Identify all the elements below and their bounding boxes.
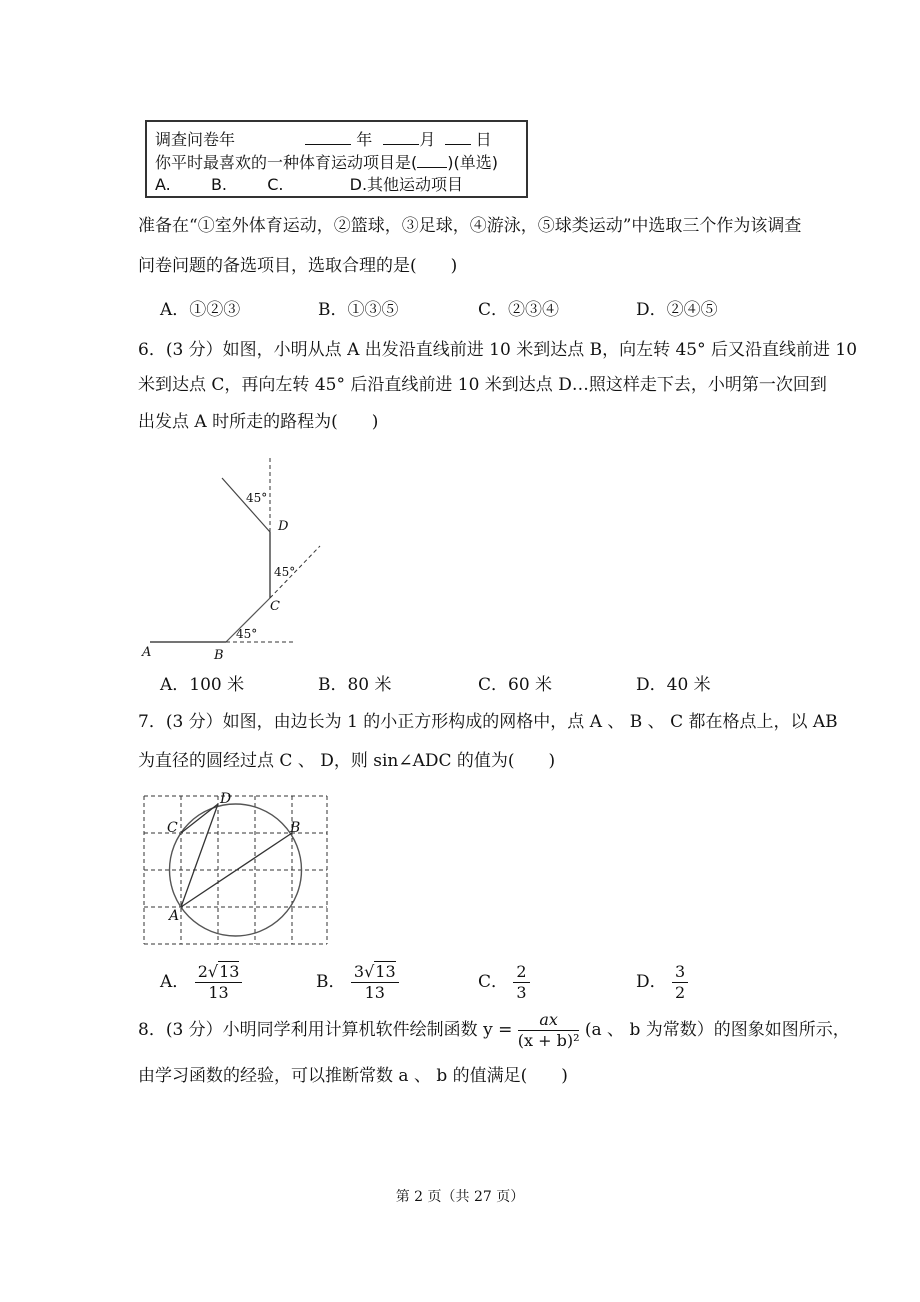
q6-option-b: B．80 米 bbox=[318, 675, 392, 695]
q7-b-root: 13 bbox=[375, 962, 396, 981]
q7-d-den: 2 bbox=[675, 983, 686, 1002]
q7-option-b bbox=[316, 962, 399, 1003]
q7-option-a bbox=[160, 962, 242, 1003]
label-d: D bbox=[220, 791, 232, 807]
survey-question-end: )(单选) bbox=[447, 153, 498, 172]
q7-option-c-label: C． bbox=[478, 972, 509, 992]
q8-line1-pre: 8．(3 分）小明同学利用计算机软件绘制函数 y = bbox=[138, 1020, 513, 1040]
q7-line1: 7．(3 分）如图，由边长为 1 的小正方形构成的网格中，点 A 、 B 、 C 都在格点上，以 AB bbox=[138, 712, 838, 732]
segment-ab bbox=[181, 833, 292, 907]
q7-option-a-fraction: $\frac{2√13}{13}$ bbox=[195, 962, 243, 1003]
q7-option-c bbox=[478, 962, 530, 1003]
q7-option-d bbox=[636, 962, 688, 1003]
survey-question: 你平时最喜欢的一种体育运动项目是( bbox=[155, 153, 418, 172]
survey-title-row bbox=[155, 128, 492, 151]
survey-title: 调查问卷年 bbox=[155, 130, 236, 149]
survey-options-row bbox=[155, 174, 463, 196]
q7-option-b-fraction: $\frac{3√13}{13}$ bbox=[351, 962, 399, 1003]
q5-option-d: D．②④⑤ bbox=[636, 300, 718, 320]
q8-frac-den: (x + b)² bbox=[517, 1031, 580, 1050]
survey-day: 日 bbox=[475, 130, 492, 149]
q7-c-den: 3 bbox=[516, 983, 527, 1002]
q7-b-den: 13 bbox=[364, 983, 385, 1002]
q8-line1-post: (a 、 b 为常数）的图象如图所示， bbox=[584, 1020, 850, 1040]
survey-month: 月 bbox=[419, 130, 436, 149]
q5-option-a: A．①②③ bbox=[160, 300, 241, 320]
survey-opt-a: A. bbox=[155, 175, 171, 194]
q7-line2: 为直径的圆经过点 C 、 D，则 sin∠ADC 的值为( ) bbox=[138, 751, 556, 771]
q8-line1 bbox=[138, 1008, 850, 1052]
q8-frac-num: ax bbox=[518, 1010, 580, 1031]
survey-box bbox=[145, 120, 528, 198]
q7-d-num: 3 bbox=[672, 962, 688, 983]
label-c: C bbox=[270, 599, 280, 614]
segment-de bbox=[222, 478, 270, 532]
label-b: B bbox=[214, 648, 224, 663]
angle-label-d: 45° bbox=[246, 491, 268, 505]
angle-label-b: 45° bbox=[236, 627, 258, 641]
q6-option-a: A．100 米 bbox=[160, 675, 245, 695]
q6-line2: 米到达点 C，再向左转 45° 后沿直线前进 10 米到达点 D…照这样走下去，小明第一次回到 bbox=[138, 375, 827, 395]
q8-line2: 由学习函数的经验，可以推断常数 a 、 b 的值满足( ) bbox=[138, 1066, 568, 1086]
q5-option-c: C．②③④ bbox=[478, 300, 560, 320]
q7-option-a-label: A． bbox=[160, 972, 190, 992]
q7-a-coef: 2 bbox=[197, 962, 208, 981]
label-a: A bbox=[142, 645, 152, 660]
label-d: D bbox=[278, 519, 289, 534]
q7-option-d-fraction bbox=[672, 962, 688, 1003]
page-footer: 第 2 页（共 27 页） bbox=[395, 1189, 525, 1205]
survey-opt-b: B. bbox=[210, 175, 227, 194]
q6-line1: 6．(3 分）如图，小明从点 A 出发沿直线前进 10 米到达点 B，向左转 45° 后又沿直线前进 10 bbox=[138, 340, 858, 360]
q7-a-den: 13 bbox=[208, 983, 229, 1002]
label-a: A bbox=[169, 908, 180, 924]
q6-option-d: D．40 米 bbox=[636, 675, 711, 695]
q7-option-d-label: D． bbox=[636, 972, 667, 992]
q5-line2: 问卷问题的备选项目，选取合理的是( ) bbox=[138, 256, 458, 276]
survey-year: 年 bbox=[356, 130, 373, 149]
q6-figure bbox=[138, 450, 338, 665]
survey-opt-c: C. bbox=[267, 175, 284, 194]
q8-function-fraction bbox=[518, 1010, 580, 1051]
label-b: B bbox=[290, 820, 301, 836]
q5-line1: 准备在“①室外体育运动，②篮球，③足球，④游泳，⑤球类运动”中选取三个作为该调查 bbox=[138, 216, 802, 236]
survey-question-row bbox=[155, 151, 498, 174]
label-c: C bbox=[167, 820, 178, 836]
q6-option-c: C．60 米 bbox=[478, 675, 553, 695]
q5-option-b: B．①③⑤ bbox=[318, 300, 399, 320]
q7-b-coef: 3 bbox=[353, 962, 365, 981]
q7-option-c-fraction bbox=[513, 962, 529, 1003]
q7-a-root: 13 bbox=[219, 962, 240, 981]
q7-c-num: 2 bbox=[513, 962, 529, 983]
q6-line3: 出发点 A 时所走的路程为( ) bbox=[138, 412, 379, 432]
segment-ad bbox=[181, 804, 218, 907]
survey-opt-d: D.其他运动项目 bbox=[349, 175, 464, 194]
angle-label-c: 45° bbox=[274, 565, 296, 579]
q7-figure bbox=[138, 788, 333, 953]
q7-option-b-label: B． bbox=[316, 972, 346, 992]
